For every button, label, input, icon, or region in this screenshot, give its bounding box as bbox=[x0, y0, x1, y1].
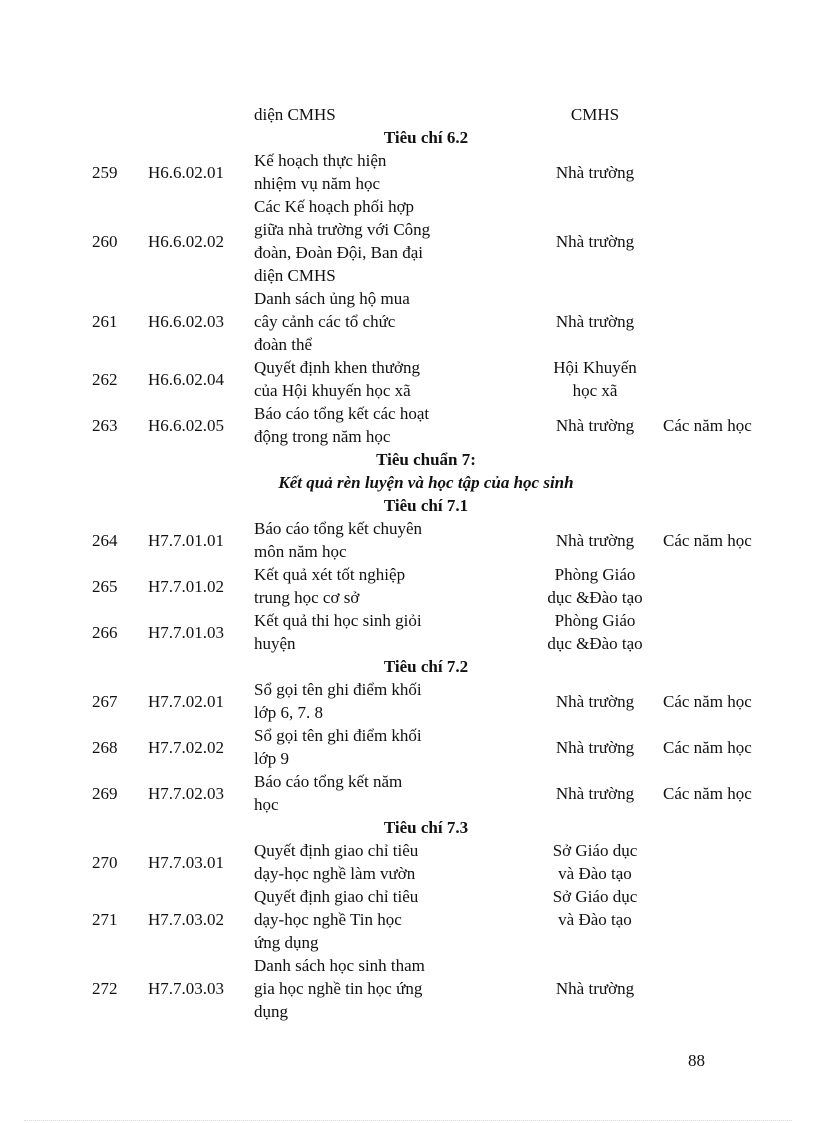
evidence-description-cell bbox=[254, 402, 499, 448]
evidence-description-cell bbox=[254, 195, 499, 287]
row-number-cell bbox=[92, 103, 132, 126]
evidence-description: Quyết định giao chỉ tiêu dạy-học nghề làm vườn bbox=[254, 841, 419, 883]
evidence-note-cell bbox=[663, 839, 803, 885]
evidence-source: Nhà trường bbox=[555, 231, 635, 251]
evidence-code: H7.7.03.03 bbox=[148, 979, 225, 998]
evidence-description: Quyết định khen thưởng của Hội khuyến học xã bbox=[254, 358, 420, 400]
evidence-source-cell bbox=[520, 678, 670, 724]
evidence-note-cell bbox=[663, 770, 803, 816]
row-number-cell bbox=[92, 724, 132, 770]
table-row bbox=[0, 954, 816, 1023]
evidence-description: Báo cáo tổng kết năm học bbox=[254, 772, 403, 814]
evidence-note-cell bbox=[663, 609, 803, 655]
row-number-cell bbox=[92, 954, 132, 1023]
evidence-description-cell bbox=[254, 885, 499, 954]
evidence-code: H6.6.02.02 bbox=[148, 231, 225, 251]
evidence-code-cell bbox=[148, 149, 248, 195]
evidence-source-cell bbox=[520, 839, 670, 885]
evidence-note bbox=[663, 195, 803, 287]
table-row bbox=[0, 678, 816, 724]
row-number: 261 bbox=[92, 312, 118, 331]
evidence-code: H7.7.03.01 bbox=[148, 852, 225, 872]
section-heading bbox=[0, 471, 816, 494]
evidence-code: H7.7.01.02 bbox=[148, 576, 225, 596]
section-heading-text: Kết quả rèn luyện và học tập của học sinh bbox=[278, 473, 574, 492]
evidence-note-cell bbox=[663, 402, 803, 448]
section-heading bbox=[0, 448, 816, 471]
evidence-description-cell bbox=[254, 770, 499, 816]
evidence-code-cell bbox=[148, 195, 248, 287]
evidence-source: Nhà trường bbox=[555, 737, 635, 757]
evidence-note-cell bbox=[663, 195, 803, 287]
row-number-cell bbox=[92, 609, 132, 655]
evidence-description: diện CMHS bbox=[254, 105, 336, 124]
row-number-cell bbox=[92, 678, 132, 724]
evidence-note-cell bbox=[663, 563, 803, 609]
evidence-source: Nhà trường bbox=[555, 691, 635, 711]
evidence-source: Sở Giáo dục và Đào tạo bbox=[552, 887, 638, 929]
row-number-cell bbox=[92, 885, 132, 954]
evidence-note-cell bbox=[663, 724, 803, 770]
evidence-code-cell bbox=[148, 103, 248, 126]
evidence-description-cell bbox=[254, 724, 499, 770]
evidence-note bbox=[663, 609, 803, 655]
table-row bbox=[0, 885, 816, 954]
evidence-description: Sổ gọi tên ghi điểm khối lớp 6, 7. 8 bbox=[254, 680, 422, 722]
table-row bbox=[0, 563, 816, 609]
row-number-cell bbox=[92, 287, 132, 356]
evidence-code-cell bbox=[148, 839, 248, 885]
evidence-source-cell bbox=[520, 885, 670, 954]
evidence-source: Nhà trường bbox=[555, 312, 635, 331]
row-number-cell bbox=[92, 517, 132, 563]
evidence-note-cell bbox=[663, 149, 803, 195]
evidence-source-cell bbox=[520, 563, 670, 609]
row-number: 265 bbox=[92, 576, 118, 596]
row-number: 260 bbox=[92, 231, 118, 251]
row-number: 267 bbox=[92, 691, 118, 711]
evidence-note-cell bbox=[663, 356, 803, 402]
row-number bbox=[92, 103, 132, 126]
row-number-cell bbox=[92, 195, 132, 287]
evidence-description-cell bbox=[254, 103, 499, 126]
evidence-description: Sổ gọi tên ghi điểm khối lớp 9 bbox=[254, 726, 422, 768]
evidence-description: Kết quả xét tốt nghiệp trung học cơ sở bbox=[254, 565, 406, 607]
evidence-description-cell bbox=[254, 563, 499, 609]
row-number: 268 bbox=[92, 737, 118, 757]
table-row bbox=[0, 839, 816, 885]
section-heading bbox=[0, 494, 816, 517]
evidence-source-cell bbox=[520, 149, 670, 195]
row-number-cell bbox=[92, 402, 132, 448]
evidence-code-cell bbox=[148, 402, 248, 448]
evidence-note: Các năm học bbox=[663, 530, 752, 550]
evidence-code-cell bbox=[148, 678, 248, 724]
section-heading-text: Tiêu chí 7.3 bbox=[383, 818, 469, 837]
evidence-source-cell bbox=[520, 954, 670, 1023]
evidence-source: Phòng Giáo dục &Đào tạo bbox=[547, 611, 643, 653]
evidence-description: Kết quả thi học sinh giỏi huyện bbox=[254, 611, 422, 653]
evidence-note bbox=[663, 885, 803, 954]
table-row bbox=[0, 770, 816, 816]
evidence-source-cell bbox=[520, 609, 670, 655]
evidence-source-cell bbox=[520, 770, 670, 816]
row-number: 263 bbox=[92, 415, 118, 435]
evidence-description: Báo cáo tổng kết chuyên môn năm học bbox=[254, 519, 423, 561]
evidence-code-cell bbox=[148, 885, 248, 954]
row-number: 269 bbox=[92, 783, 118, 803]
section-heading bbox=[0, 655, 816, 678]
table-row bbox=[0, 195, 816, 287]
evidence-code: H6.6.02.03 bbox=[148, 312, 225, 331]
evidence-note-cell bbox=[663, 287, 803, 356]
evidence-source-cell bbox=[520, 287, 670, 356]
evidence-code: H6.6.02.04 bbox=[148, 369, 225, 389]
evidence-description-cell bbox=[254, 149, 499, 195]
document-table bbox=[0, 103, 816, 1023]
evidence-source: Nhà trường bbox=[555, 162, 635, 182]
evidence-source-cell bbox=[520, 195, 670, 287]
evidence-code-cell bbox=[148, 517, 248, 563]
evidence-note-cell bbox=[663, 678, 803, 724]
evidence-source: Sở Giáo dục và Đào tạo bbox=[552, 841, 638, 883]
evidence-description: Báo cáo tổng kết các hoạt động trong năm học bbox=[254, 404, 430, 446]
row-number-cell bbox=[92, 149, 132, 195]
evidence-description-cell bbox=[254, 609, 499, 655]
evidence-code-cell bbox=[148, 356, 248, 402]
evidence-source-cell bbox=[520, 402, 670, 448]
section-heading bbox=[0, 126, 816, 149]
evidence-source: Hội Khuyến học xã bbox=[553, 358, 637, 400]
row-number: 259 bbox=[92, 162, 118, 182]
section-heading-text: Tiêu chuẩn 7: bbox=[376, 450, 476, 469]
table-row bbox=[0, 149, 816, 195]
evidence-code: H6.6.02.05 bbox=[148, 415, 225, 435]
table-row bbox=[0, 517, 816, 563]
row-number: 272 bbox=[92, 979, 118, 998]
row-number: 266 bbox=[92, 622, 118, 642]
evidence-code-cell bbox=[148, 563, 248, 609]
evidence-code-cell bbox=[148, 609, 248, 655]
evidence-code: H7.7.01.03 bbox=[148, 622, 225, 642]
evidence-source: Nhà trường bbox=[555, 530, 635, 550]
row-number: 264 bbox=[92, 530, 118, 550]
row-number: 271 bbox=[92, 910, 118, 929]
row-number-cell bbox=[92, 356, 132, 402]
row-number: 270 bbox=[92, 852, 118, 872]
table-row bbox=[0, 609, 816, 655]
evidence-note: Các năm học bbox=[663, 415, 752, 435]
evidence-description: Quyết định giao chỉ tiêu dạy-học nghề Tin học ứng dụng bbox=[254, 887, 419, 952]
evidence-note-cell bbox=[663, 103, 803, 126]
evidence-note: Các năm học bbox=[663, 783, 752, 803]
section-heading bbox=[0, 816, 816, 839]
evidence-code: H7.7.02.01 bbox=[148, 691, 225, 711]
evidence-description-cell bbox=[254, 287, 499, 356]
table-row bbox=[0, 356, 816, 402]
row-number: 262 bbox=[92, 369, 118, 389]
evidence-description: Danh sách học sinh tham gia học nghề tin học ứng dụng bbox=[254, 956, 425, 1021]
evidence-description-cell bbox=[254, 954, 499, 1023]
evidence-description-cell bbox=[254, 839, 499, 885]
evidence-description: Danh sách ủng hộ mua cây cảnh các tổ chức đoàn thể bbox=[254, 289, 410, 354]
evidence-source-cell bbox=[520, 356, 670, 402]
evidence-note-cell bbox=[663, 885, 803, 954]
evidence-source-cell bbox=[520, 517, 670, 563]
section-heading-text: Tiêu chí 7.2 bbox=[383, 657, 469, 676]
evidence-description: Các Kế hoạch phối hợp giữa nhà trường với Công đoàn, Đoàn Đội, Ban đại diện CMHS bbox=[254, 197, 431, 285]
evidence-code bbox=[148, 103, 248, 126]
evidence-source: Phòng Giáo dục &Đào tạo bbox=[547, 565, 643, 607]
evidence-code: H6.6.02.01 bbox=[148, 162, 225, 182]
evidence-source: Nhà trường bbox=[555, 979, 635, 998]
evidence-description: Kế hoạch thực hiện nhiệm vụ năm học bbox=[254, 151, 387, 193]
evidence-code: H7.7.01.01 bbox=[148, 530, 225, 550]
footer-divider bbox=[24, 1120, 792, 1121]
evidence-note bbox=[663, 563, 803, 609]
evidence-code: H7.7.02.03 bbox=[148, 783, 225, 803]
evidence-description-cell bbox=[254, 517, 499, 563]
evidence-note bbox=[663, 287, 803, 356]
evidence-note bbox=[663, 839, 803, 885]
table-row bbox=[0, 103, 816, 126]
evidence-note-cell bbox=[663, 517, 803, 563]
table-row bbox=[0, 287, 816, 356]
evidence-code-cell bbox=[148, 724, 248, 770]
evidence-note-cell bbox=[663, 954, 803, 1023]
evidence-code: H7.7.03.02 bbox=[148, 910, 225, 929]
evidence-note bbox=[663, 356, 803, 402]
page-number: 88 bbox=[688, 1051, 705, 1070]
evidence-source: Nhà trường bbox=[555, 783, 635, 803]
evidence-source: Nhà trường bbox=[555, 415, 635, 435]
row-number-cell bbox=[92, 563, 132, 609]
table-row bbox=[0, 724, 816, 770]
evidence-code: H7.7.02.02 bbox=[148, 737, 225, 757]
evidence-source-cell bbox=[520, 103, 670, 126]
table-row bbox=[0, 402, 816, 448]
evidence-note bbox=[663, 954, 803, 1023]
evidence-note bbox=[663, 149, 803, 195]
evidence-code-cell bbox=[148, 287, 248, 356]
section-heading-text: Tiêu chí 7.1 bbox=[383, 496, 469, 515]
evidence-note: Các năm học bbox=[663, 737, 752, 757]
evidence-description-cell bbox=[254, 678, 499, 724]
evidence-code-cell bbox=[148, 954, 248, 1023]
evidence-code-cell bbox=[148, 770, 248, 816]
row-number-cell bbox=[92, 770, 132, 816]
evidence-description-cell bbox=[254, 356, 499, 402]
section-heading-text: Tiêu chí 6.2 bbox=[383, 128, 469, 147]
row-number-cell bbox=[92, 839, 132, 885]
evidence-note bbox=[663, 103, 803, 126]
evidence-source-cell bbox=[520, 724, 670, 770]
evidence-source: CMHS bbox=[570, 105, 620, 124]
evidence-note: Các năm học bbox=[663, 691, 752, 711]
